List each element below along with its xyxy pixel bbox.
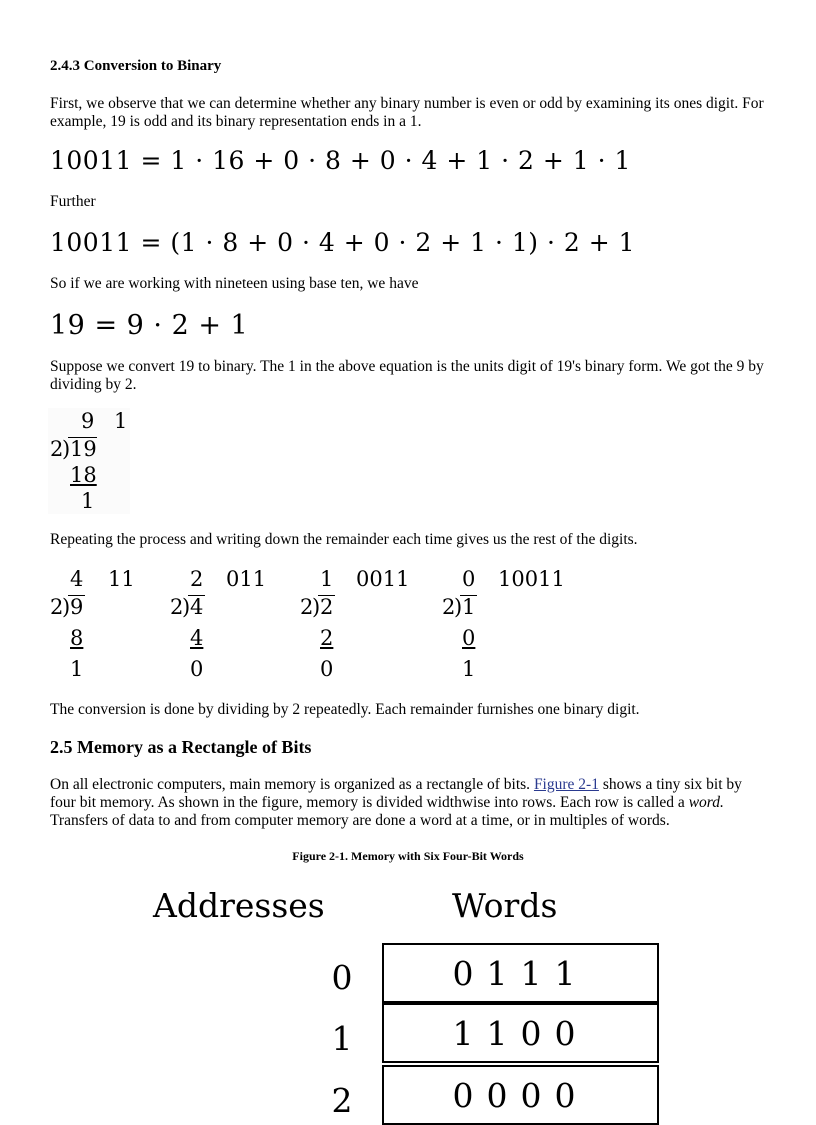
divisor: 2	[50, 595, 64, 619]
product: 4	[190, 626, 204, 650]
paragraph-memory-text-3: Transfers of data to and from computer memory are done a word at a time, or in multiples of words.	[50, 812, 670, 829]
memory-word: 0111	[382, 943, 659, 1003]
dividend: 9	[70, 595, 84, 619]
binary-bits: 0011	[356, 567, 410, 591]
product: 18	[70, 463, 97, 487]
further-text: Further	[50, 193, 96, 210]
memory-word: 1100	[382, 1003, 659, 1063]
paragraph-repeat: Repeating the process and writing down the remainder each time gives us the rest of the digits.	[50, 531, 638, 548]
addresses-label: Addresses	[153, 886, 325, 925]
remainder: 1	[81, 489, 95, 513]
section-heading: 2.4.3 Conversion to Binary	[50, 58, 222, 74]
address-cell: 1	[331, 1019, 353, 1058]
product: 0	[462, 626, 476, 650]
equation-expansion: 10011 = 1 · 16 + 0 · 8 + 0 · 4 + 1 · 2 + 1 · 1	[50, 146, 631, 175]
quotient: 2	[190, 567, 204, 591]
quotient: 4	[70, 567, 84, 591]
division-step: 2 011 2 ) 4 4 0	[170, 567, 267, 681]
remainder-bits: 1	[114, 409, 128, 433]
equation-nineteen: 19 = 9 · 2 + 1	[50, 310, 249, 341]
product: 8	[70, 626, 84, 650]
division-sequence	[48, 566, 568, 684]
figure-2-1-link[interactable]: Figure 2-1	[533, 776, 599, 793]
long-division-19: 9 1 2 ) 19 18 1	[48, 408, 130, 514]
paragraph-memory-text-2: shows a tiny six bit by four bit memory. As shown in the figure, memory is divided widthwise into rows. Each row is called a	[50, 776, 742, 811]
remainder: 0	[320, 657, 334, 681]
binary-bits: 10011	[498, 567, 565, 591]
word-emphasis: word.	[688, 794, 724, 811]
division-step: 0 10011 2 ) 1 0 1	[442, 567, 565, 681]
memory-word: 0000	[382, 1065, 659, 1125]
quotient: 9	[81, 409, 95, 433]
paragraph-conclusion: The conversion is done by dividing by 2 repeatedly. Each remainder furnishes one binary digit.	[50, 701, 640, 718]
remainder: 1	[462, 657, 476, 681]
division-step: 1 0011 2 ) 2 2 0	[300, 567, 410, 681]
quotient: 0	[462, 567, 476, 591]
dividend: 1	[462, 595, 476, 619]
address-cell: 2	[331, 1081, 353, 1120]
division-step: 4 11 2 ) 9 8 1	[50, 567, 135, 681]
remainder: 0	[190, 657, 204, 681]
divisor: 2	[50, 437, 64, 461]
paragraph-memory-text: On all electronic computers, main memory is organized as a rectangle of bits.	[50, 776, 531, 793]
divisor: 2	[170, 595, 184, 619]
binary-bits: 011	[226, 567, 267, 591]
address-cell: 0	[331, 958, 353, 997]
figure-caption: Figure 2-1. Memory with Six Four-Bit Words	[292, 849, 524, 863]
paragraph-memory	[50, 776, 770, 830]
dividend: 4	[190, 595, 204, 619]
paragraph-base-ten: So if we are working with nineteen using base ten, we have	[50, 275, 419, 292]
dividend: 2	[320, 595, 334, 619]
words-label: Words	[452, 886, 558, 925]
quotient: 1	[320, 567, 334, 591]
divisor: 2	[442, 595, 456, 619]
section-2-5-heading: 2.5 Memory as a Rectangle of Bits	[50, 737, 312, 757]
equation-factored: 10011 = (1 · 8 + 0 · 4 + 0 · 2 + 1 · 1) · 2 + 1	[50, 228, 635, 257]
product: 2	[320, 626, 334, 650]
paragraph-convert: Suppose we convert 19 to binary. The 1 in the above equation is the units digit of 19's binary form. We got the 9 by dividing by 2.	[50, 358, 764, 393]
binary-bits: 11	[108, 567, 135, 591]
dividend: 19	[70, 437, 97, 461]
divisor: 2	[300, 595, 314, 619]
memory-figure	[0, 880, 816, 1120]
paragraph-parity: First, we observe that we can determine whether any binary number is even or odd by examining its ones digit. For example, 19 is odd and its binary representation ends in a 1.	[50, 95, 764, 130]
remainder: 1	[70, 657, 84, 681]
